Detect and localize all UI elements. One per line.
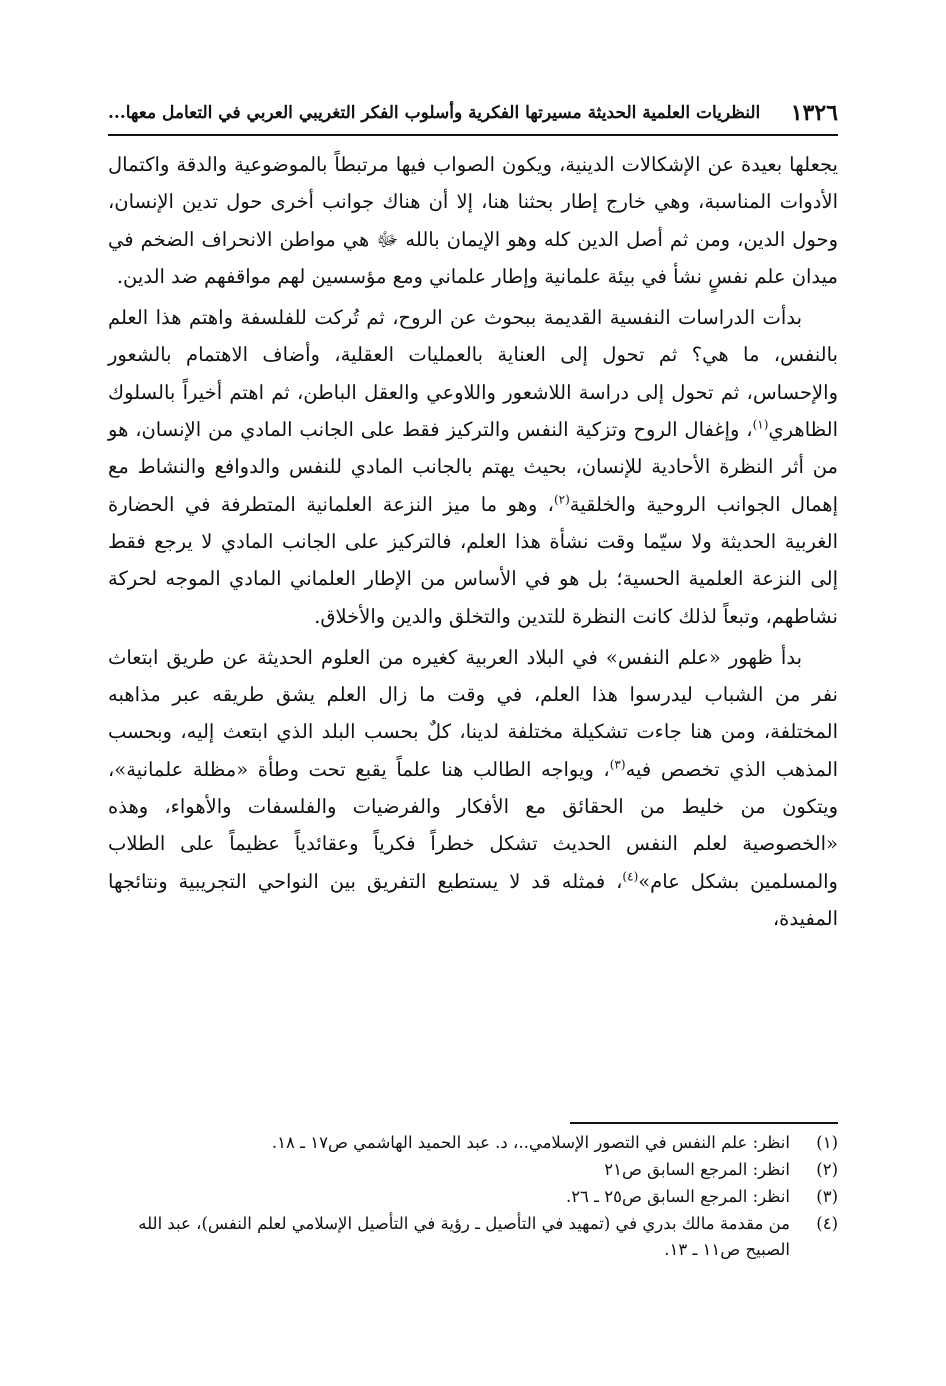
footnote-number: (٢) <box>816 1160 838 1179</box>
footnote-ref-2: (٢) <box>553 492 570 507</box>
paragraph-2-part-2: ، وإغفال الروح وتزكية النفس والتركيز فقط على الجانب المادي من الإنسان، هو من أثر النظرة الأحادية للإنسان، بحيث يهتم بالجانب المادي للنفس والدوافع والنشاط مع إهمال الجوانب الروحية والخلقية <box>108 418 838 516</box>
footnote-number: (٣) <box>816 1187 838 1206</box>
footnote-number: (٤) <box>816 1214 838 1233</box>
paragraph-3-part-3: ، فمثله قد لا يستطيع التفريق بين النواحي التجريبية ونتائجها المفيدة، <box>108 869 838 930</box>
page-header <box>108 96 838 136</box>
paragraph-3-part-2: ، ويواجه الطالب هنا علماً يقبع تحت وطأة «مظلة علمانية»، ويتكون من خليط من الحقائق مع الأفكار والفرضيات والفلسفات والأهواء، وهذه «الخصوصية لعلم النفس الحديث تشكل خطراً فكرياً وعقائدياً عظيماً على الطلاب والمسلمين بشكل عام» <box>108 757 838 893</box>
body-text <box>108 146 838 941</box>
footnote-3 <box>108 1184 838 1210</box>
footnote-1 <box>108 1130 838 1156</box>
paragraph-2 <box>108 299 838 635</box>
footnote-ref-4: (٤) <box>622 869 639 884</box>
paragraph-1 <box>108 146 838 295</box>
footnote-text: انظر: المرجع السابق ص٢١ <box>604 1160 790 1179</box>
running-title: النظريات العلمية الحديثة مسيرتها الفكرية وأسلوب الفكر التغريبي العربي في التعامل معها... <box>108 103 761 123</box>
page-number: ١٣٢٦ <box>790 100 838 126</box>
paragraph-2-part-3: ، وهو ما ميز النزعة العلمانية المتطرفة في الحضارة الغربية الحديثة ولا سيّما وقت نشأة هذا العلم، فالتركيز على الجانب المادي لا يرجع فقط إلى النزعة العلمية الحسية؛ بل هو في الأساس من الإطار العلماني المادي الموجه لحركة نشاطهم، وتبعاً لذلك كانت النظرة للتدين والتخلق والدين والأخلاق. <box>108 492 838 628</box>
footnote-2 <box>108 1157 838 1183</box>
footnote-text: من مقدمة مالك بدري في (تمهيد في التأصيل ـ رؤية في التأصيل الإسلامي لعلم النفس)، عبد الله الصبيح ص١١ ـ ١٣. <box>138 1214 790 1259</box>
footnote-text: انظر: علم النفس في التصور الإسلامي..، د. عبد الحميد الهاشمي ص١٧ ـ ١٨. <box>271 1133 790 1152</box>
footnote-text: انظر: المرجع السابق ص٢٥ ـ ٢٦. <box>565 1187 790 1206</box>
footnote-ref-1: (١) <box>752 417 769 432</box>
footnote-ref-3: (٣) <box>609 757 626 772</box>
paragraph-3-part-1: بدأ ظهور «علم النفس» في البلاد العربية كغيره من العلوم الحديثة عن طريق ابتعاث نفر من الشباب ليدرسوا هذا العلم، في وقت ما زال العلم يشق طريقه عبر مذاهبه المختلفة، ومن هنا جاءت تشكيلة مختلفة لدينا، كلٌ بحسب البلد الذي ابتعث إليه، وبحسب المذهب الذي تخصص فيه <box>108 645 838 781</box>
paragraph-2-part-1: بدأت الدراسات النفسية القديمة ببحوث عن الروح، ثم تُركت للفلسفة واهتم هذا العلم بالنفس، ما هي؟ ثم تحول إلى العناية بالعمليات العقلية، وأضاف الاهتمام بالشعور والإحساس، ثم تحول إلى دراسة اللاشعور واللاوعي والعقل الباطن، ثم اهتم أخيراً بالسلوك الظاهري <box>108 306 838 442</box>
footnote-separator <box>570 1122 838 1124</box>
footnote-number: (١) <box>816 1133 838 1152</box>
footnotes <box>108 1130 838 1264</box>
paragraph-3 <box>108 639 838 937</box>
paragraph-1-text: يجعلها بعيدة عن الإشكالات الدينية، ويكون الصواب فيها مرتبطاً بالموضوعية والدقة واكتمال الأدوات المناسبة، وهي خارج إطار بحثنا هنا، إلا أن هناك جوانب أخرى حول تدين الإنسان، وحول الدين، ومن ثم أصل الدين كله وهو الإيمان بالله ﷻ هي مواطن الانحراف الضخم في ميدان علم نفسٍ نشأ في بيئة علمانية وإطار علماني ومع مؤسسين لهم مواقفهم ضد الدين. <box>108 153 838 288</box>
footnote-4 <box>108 1211 838 1263</box>
